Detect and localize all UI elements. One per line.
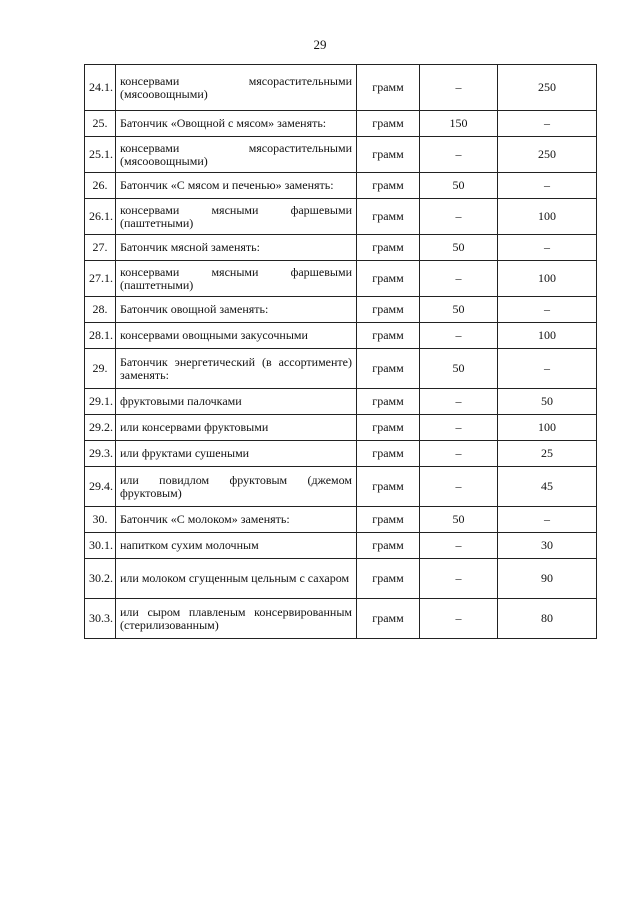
row-unit: грамм [357, 349, 420, 389]
row-norm-value: – [420, 441, 498, 467]
row-replacement-value: – [498, 507, 597, 533]
table-row [85, 235, 597, 261]
row-unit: грамм [357, 323, 420, 349]
row-product-name: Батончик «С мясом и печенью» заменять: [116, 173, 357, 199]
row-replacement-value: 25 [498, 441, 597, 467]
row-product-name: консервами мясорастительными (мясоовощными) [116, 137, 357, 173]
row-product-name: или фруктами сушеными [116, 441, 357, 467]
row-number: 30.2. [85, 559, 116, 599]
row-replacement-value: 50 [498, 389, 597, 415]
page-number: 29 [313, 37, 327, 52]
row-product-name: или молоком сгущенным цельным с сахаром [116, 559, 357, 599]
row-product-name: Батончик овощной заменять: [116, 297, 357, 323]
row-norm-value: – [420, 467, 498, 507]
row-norm-value: – [420, 323, 498, 349]
row-replacement-value: 90 [498, 559, 597, 599]
row-number: 28. [85, 297, 116, 323]
row-number: 30.3. [85, 599, 116, 639]
row-replacement-value: 100 [498, 415, 597, 441]
row-unit: грамм [357, 261, 420, 297]
row-norm-value: – [420, 389, 498, 415]
table-row [85, 297, 597, 323]
row-norm-value: 50 [420, 349, 498, 389]
row-number: 29. [85, 349, 116, 389]
row-norm-value: 50 [420, 297, 498, 323]
row-norm-value: – [420, 261, 498, 297]
table-row [85, 349, 597, 389]
row-replacement-value: 250 [498, 65, 597, 111]
row-unit: грамм [357, 137, 420, 173]
row-replacement-value: – [498, 297, 597, 323]
table-row [85, 173, 597, 199]
row-number: 30.1. [85, 533, 116, 559]
row-replacement-value: – [498, 349, 597, 389]
table-row [85, 559, 597, 599]
row-product-name: или повидлом фруктовым (джемом фруктовым) [116, 467, 357, 507]
row-replacement-value: 100 [498, 261, 597, 297]
row-number: 30. [85, 507, 116, 533]
table-body [85, 65, 597, 639]
row-unit: грамм [357, 173, 420, 199]
table-row [85, 507, 597, 533]
row-norm-value: – [420, 137, 498, 173]
row-replacement-value: – [498, 173, 597, 199]
ration-replacement-table [84, 64, 597, 639]
row-product-name: или сыром плавленым консервированным (стерилизованным) [116, 599, 357, 639]
row-product-name: консервами овощными закусочными [116, 323, 357, 349]
table-row [85, 199, 597, 235]
table-row [85, 111, 597, 137]
row-product-name: напитком сухим молочным [116, 533, 357, 559]
row-number: 24.1. [85, 65, 116, 111]
row-unit: грамм [357, 111, 420, 137]
row-number: 27. [85, 235, 116, 261]
row-norm-value: – [420, 599, 498, 639]
row-product-name: консервами мясными фаршевыми (паштетными) [116, 261, 357, 297]
row-product-name: Батончик «С молоком» заменять: [116, 507, 357, 533]
row-product-name: Батончик мясной заменять: [116, 235, 357, 261]
row-norm-value: – [420, 415, 498, 441]
row-replacement-value: 80 [498, 599, 597, 639]
row-norm-value: – [420, 65, 498, 111]
row-product-name: Батончик энергетический (в ассортименте) заменять: [116, 349, 357, 389]
row-unit: грамм [357, 533, 420, 559]
table-row [85, 441, 597, 467]
row-unit: грамм [357, 235, 420, 261]
table-row [85, 599, 597, 639]
row-norm-value: 50 [420, 507, 498, 533]
row-unit: грамм [357, 297, 420, 323]
row-replacement-value: 100 [498, 199, 597, 235]
row-number: 25. [85, 111, 116, 137]
row-norm-value: 50 [420, 173, 498, 199]
row-replacement-value: 250 [498, 137, 597, 173]
row-replacement-value: – [498, 235, 597, 261]
table-row [85, 65, 597, 111]
row-product-name: или консервами фруктовыми [116, 415, 357, 441]
row-norm-value: 50 [420, 235, 498, 261]
row-number: 29.2. [85, 415, 116, 441]
row-unit: грамм [357, 441, 420, 467]
row-number: 29.1. [85, 389, 116, 415]
row-unit: грамм [357, 199, 420, 235]
row-unit: грамм [357, 559, 420, 599]
row-norm-value: – [420, 559, 498, 599]
row-unit: грамм [357, 467, 420, 507]
table-row [85, 389, 597, 415]
table-row [85, 261, 597, 297]
row-number: 29.3. [85, 441, 116, 467]
row-replacement-value: 30 [498, 533, 597, 559]
row-number: 26. [85, 173, 116, 199]
row-number: 25.1. [85, 137, 116, 173]
row-number: 26.1. [85, 199, 116, 235]
row-product-name: консервами мясорастительными (мясоовощными) [116, 65, 357, 111]
row-number: 29.4. [85, 467, 116, 507]
row-replacement-value: 100 [498, 323, 597, 349]
row-unit: грамм [357, 507, 420, 533]
row-norm-value: – [420, 533, 498, 559]
row-replacement-value: – [498, 111, 597, 137]
table-row [85, 467, 597, 507]
row-unit: грамм [357, 389, 420, 415]
row-replacement-value: 45 [498, 467, 597, 507]
table-row [85, 415, 597, 441]
row-number: 28.1. [85, 323, 116, 349]
row-product-name: Батончик «Овощной с мясом» заменять: [116, 111, 357, 137]
row-norm-value: – [420, 199, 498, 235]
table-row [85, 137, 597, 173]
row-unit: грамм [357, 599, 420, 639]
table-row [85, 533, 597, 559]
row-unit: грамм [357, 415, 420, 441]
row-product-name: фруктовыми палочками [116, 389, 357, 415]
table-row [85, 323, 597, 349]
row-number: 27.1. [85, 261, 116, 297]
row-product-name: консервами мясными фаршевыми (паштетными) [116, 199, 357, 235]
row-unit: грамм [357, 65, 420, 111]
row-norm-value: 150 [420, 111, 498, 137]
